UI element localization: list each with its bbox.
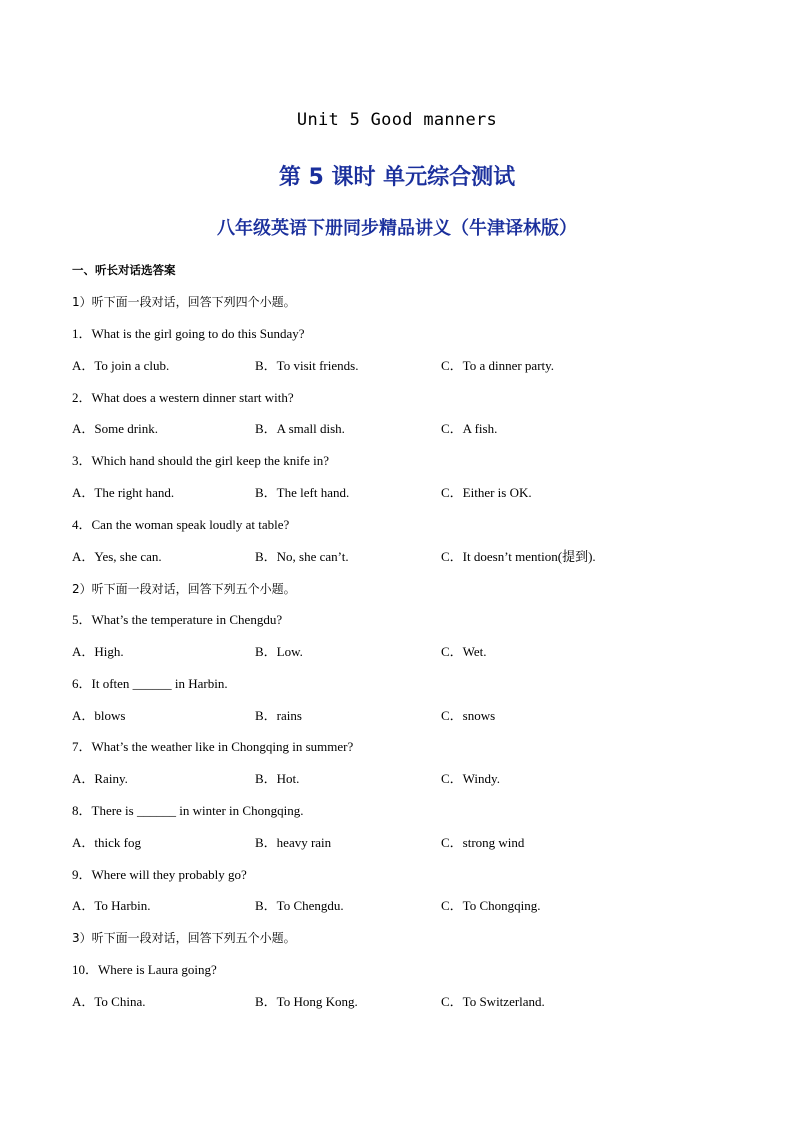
option-8a: A．thick fog bbox=[72, 835, 141, 850]
question-7: 7．What’s the weather like in Chongqing in summer? bbox=[72, 739, 354, 754]
part-instruction-2: 2）听下面一段对话，回答下列五个小题。 bbox=[72, 582, 296, 596]
option-3c: C．Either is OK. bbox=[441, 485, 532, 500]
option-1b: B．To visit friends. bbox=[255, 358, 359, 373]
option-2a: A．Some drink. bbox=[72, 421, 158, 436]
question-4: 4．Can the woman speak loudly at table? bbox=[72, 517, 290, 532]
option-4b: B．No, she can’t. bbox=[255, 549, 349, 564]
option-4a: A．Yes, she can. bbox=[72, 549, 162, 564]
option-6a: A．blows bbox=[72, 708, 126, 723]
option-7a: A．Rainy. bbox=[72, 771, 128, 786]
option-10c: C．To Switzerland. bbox=[441, 994, 545, 1009]
option-9c: C．To Chongqing. bbox=[441, 898, 541, 913]
document-subtitle: 八年级英语下册同步精品讲义（牛津译林版） bbox=[217, 218, 577, 239]
lesson-title: 第 5 课时 单元综合测试 bbox=[278, 165, 516, 190]
option-4c: C．It doesn’t mention(提到). bbox=[441, 549, 596, 564]
section-heading: 一、听长对话选答案 bbox=[72, 263, 176, 277]
option-6b: B．rains bbox=[255, 708, 302, 723]
question-10: 10．Where is Laura going? bbox=[72, 962, 217, 977]
option-8b: B．heavy rain bbox=[255, 835, 332, 850]
question-8: 8．There is ______ in winter in Chongqing. bbox=[72, 803, 304, 818]
option-10a: A．To China. bbox=[72, 994, 146, 1009]
option-1a: A．To join a club. bbox=[72, 358, 170, 373]
option-9a: A．To Harbin. bbox=[72, 898, 151, 913]
part-instruction-3: 3）听下面一段对话，回答下列五个小题。 bbox=[72, 931, 296, 945]
option-2b: B．A small dish. bbox=[255, 421, 345, 436]
option-10b: B．To Hong Kong. bbox=[255, 994, 358, 1009]
question-6: 6．It often ______ in Harbin. bbox=[72, 676, 228, 691]
option-8c: C．strong wind bbox=[441, 835, 525, 850]
option-1c: C．To a dinner party. bbox=[441, 358, 555, 373]
question-9: 9．Where will they probably go? bbox=[72, 867, 247, 882]
option-9b: B．To Chengdu. bbox=[255, 898, 344, 913]
unit-title: Unit 5 Good manners bbox=[296, 110, 498, 130]
option-2c: C．A fish. bbox=[441, 421, 498, 436]
question-1: 1．What is the girl going to do this Sunday? bbox=[72, 326, 305, 341]
option-3a: A．The right hand. bbox=[72, 485, 175, 500]
option-3b: B．The left hand. bbox=[255, 485, 350, 500]
option-5c: C．Wet. bbox=[441, 644, 487, 659]
option-5a: A．High. bbox=[72, 644, 124, 659]
question-5: 5．What’s the temperature in Chengdu? bbox=[72, 612, 283, 627]
question-3: 3．Which hand should the girl keep the knife in? bbox=[72, 453, 330, 468]
question-2: 2．What does a western dinner start with? bbox=[72, 390, 294, 405]
option-7c: C．Windy. bbox=[441, 771, 500, 786]
option-6c: C．snows bbox=[441, 708, 496, 723]
option-5b: B．Low. bbox=[255, 644, 303, 659]
part-instruction-1: 1）听下面一段对话，回答下列四个小题。 bbox=[72, 295, 296, 309]
option-7b: B．Hot. bbox=[255, 771, 300, 786]
